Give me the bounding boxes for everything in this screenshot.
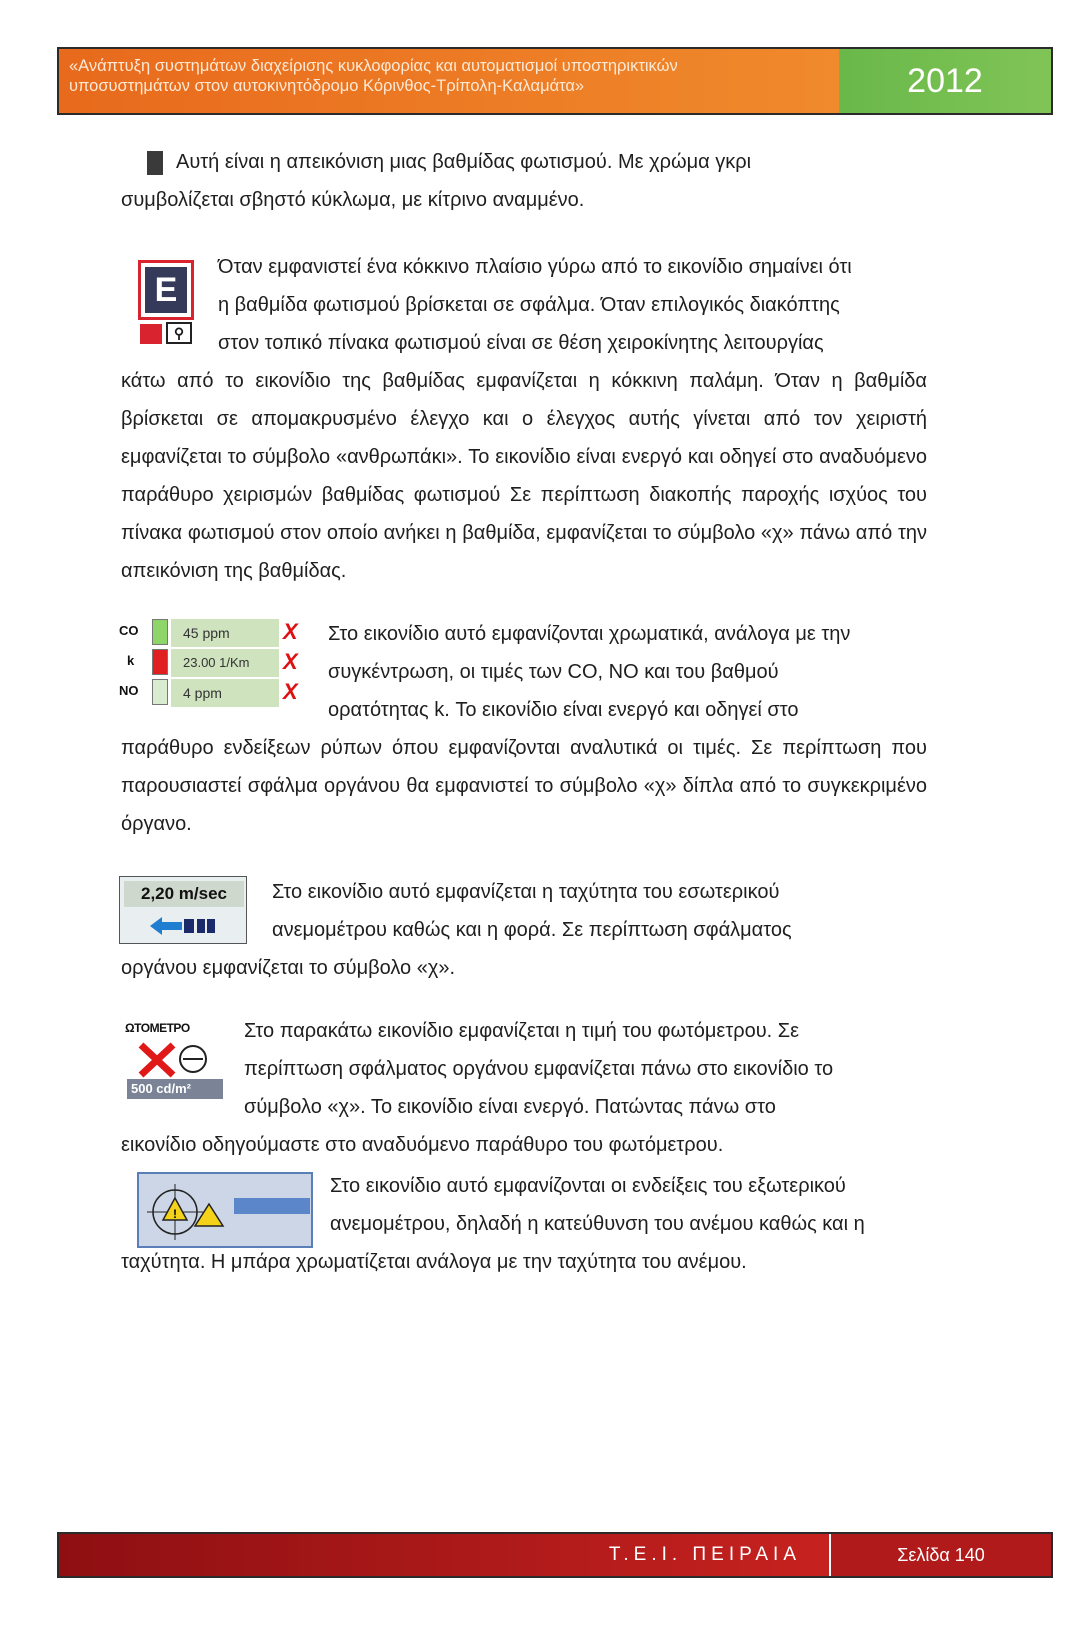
p2-line3: στον τοπικό πίνακα φωτισμού είναι σε θέση χειροκίνητης λειτουργίας	[218, 332, 824, 354]
page-footer	[57, 1532, 1053, 1578]
p5-rest: εικονίδιο οδηγούμαστε στο αναδυόμενο παράθυρο του φωτόμετρου.	[121, 1134, 724, 1156]
header-year: 2012	[839, 49, 1051, 113]
svg-text:!: !	[173, 1207, 177, 1221]
pollutant-value: 45 ppm	[171, 619, 279, 647]
pollutant-label: NO	[119, 683, 139, 698]
page-number: Σελίδα 140	[829, 1534, 1051, 1576]
lighting-stage-mini-icon	[147, 151, 163, 175]
pollutant-row-k	[119, 649, 309, 677]
p4-line2: ανεμομέτρου καθώς και η φορά. Σε περίπτωση σφάλματος	[272, 919, 792, 941]
operator-icon: ⚲	[166, 322, 192, 344]
p1-line1: Αυτή είναι η απεικόνιση μιας βαθμίδας φωτισμού. Με χρώμα γκρι	[176, 151, 752, 173]
stage-letter: E	[145, 267, 187, 313]
footer-institution: Τ.Ε.Ι. ΠΕΙΡΑΙΑ	[59, 1534, 829, 1576]
pollutant-swatch	[152, 679, 168, 705]
p4-line1: Στο εικονίδιο αυτό εμφανίζεται η ταχύτητα του εσωτερικού	[272, 881, 780, 903]
pollutants-panel	[119, 619, 309, 709]
p3-line2: συγκέντρωση, οι τιμές των CO, NO και του βαθμού	[328, 661, 779, 683]
error-x-icon	[135, 1039, 215, 1079]
pollutant-swatch	[152, 619, 168, 645]
pollutant-label: k	[127, 653, 135, 668]
page-header	[57, 47, 1053, 115]
direction-arrow-icon	[148, 915, 218, 937]
p5-line3: σύμβολο «χ». Το εικονίδιο είναι ενεργό. Πατώντας πάνω στο	[244, 1096, 776, 1118]
p2-line2: η βαθμίδα φωτισμού βρίσκεται σε σφάλμα. Όταν επιλογικός διακόπτης	[218, 294, 840, 316]
p5-line2: περίπτωση σφάλματος οργάνου εμφανίζεται πάνω στο εικονίδιο το	[244, 1058, 834, 1080]
anemometer-value: 2,20 m/sec	[124, 881, 244, 907]
header-title	[59, 49, 839, 113]
pollutant-value: 23.00 1/Km	[171, 649, 279, 677]
p2-rest: κάτω από το εικονίδιο της βαθμίδας εμφανίζεται η κόκκινη παλάμη. Όταν η βαθμίδα βρίσκεται σε απομακρυσμένο έλεγχο και ο έλεγχος αυτής γίνεται από τον χειριστή εμφανίζεται το σύμβολο «ανθρωπάκι». Το εικονίδιο είναι ενεργό και οδηγεί στο αναδυόμενο παράθυρο χειρισμών βαθμίδας φωτισμού Σε περίπτωση διακοπής παροχής ισχύος του πίνακα φωτισμού στον οποίο ανήκει η βαθμίδα, εμφανίζεται το σύμβολο «χ» πάνω από την απεικόνιση της βαθμίδας.	[121, 370, 927, 582]
stage-error-frame	[138, 260, 194, 320]
red-palm-icon	[140, 324, 162, 344]
wind-speed-bar	[234, 1198, 310, 1214]
photometer-title: ΩΤΟΜΕΤΡΟ	[125, 1021, 190, 1035]
p3-rest: παράθυρο ενδείξεων ρύπων όπου εμφανίζονται αναλυτικά οι τιμές. Σε περίπτωση που παρουσιαστεί σφάλμα οργάνου θα εμφανιστεί το σύμβολο «χ» δίπλα από το συγκεκριμένο όργανο.	[121, 737, 927, 835]
pollutant-value: 4 ppm	[171, 679, 279, 707]
lighting-stage-icon	[138, 260, 196, 348]
photometer-value: 500 cd/m²	[127, 1079, 223, 1099]
p3-line3: ορατότητας k. Το εικονίδιο είναι ενεργό και οδηγεί στο	[328, 699, 799, 721]
pollutant-label: CO	[119, 623, 139, 638]
outer-anemometer-icon	[137, 1172, 313, 1248]
p1-line2: συμβολίζεται σβηστό κύκλωμα, με κίτρινο αναμμένο.	[121, 189, 585, 211]
header-title-line1: «Ανάπτυξη συστημάτων διαχείρισης κυκλοφορίας και αυτοματισμοί υποστηρικτικών	[69, 57, 678, 75]
p3-line1: Στο εικονίδιο αυτό εμφανίζονται χρωματικά, ανάλογα με την	[328, 623, 851, 645]
p4-rest: οργάνου εμφανίζεται το σύμβολο «χ».	[121, 957, 456, 979]
p6-line2: ανεμομέτρου, δηλαδή η κατεύθυνση του ανέμου καθώς και η	[330, 1213, 865, 1235]
header-title-line2: υποσυστημάτων στον αυτοκινητόδρομο Κόρινθος-Τρίπολη-Καλαμάτα»	[69, 77, 585, 95]
p2-line1: Όταν εμφανιστεί ένα κόκκινο πλαίσιο γύρω από το εικονίδιο σημαίνει ότι	[218, 256, 852, 278]
photometer-icon	[125, 1021, 225, 1099]
p6-rest: ταχύτητα. Η μπάρα χρωματίζεται ανάλογα με την ταχύτητα του ανέμου.	[121, 1251, 747, 1273]
error-x-icon: X	[283, 649, 298, 674]
error-x-icon: X	[283, 619, 298, 644]
pollutant-row-co	[119, 619, 309, 647]
inner-anemometer-icon	[119, 876, 247, 944]
error-x-icon: X	[283, 679, 298, 704]
wind-direction-icon	[145, 1180, 225, 1242]
p6-line1: Στο εικονίδιο αυτό εμφανίζονται οι ενδείξεις του εξωτερικού	[330, 1175, 846, 1197]
pollutant-row-no	[119, 679, 309, 707]
pollutant-swatch	[152, 649, 168, 675]
p5-line1: Στο παρακάτω εικονίδιο εμφανίζεται η τιμή του φωτόμετρου. Σε	[244, 1020, 800, 1042]
